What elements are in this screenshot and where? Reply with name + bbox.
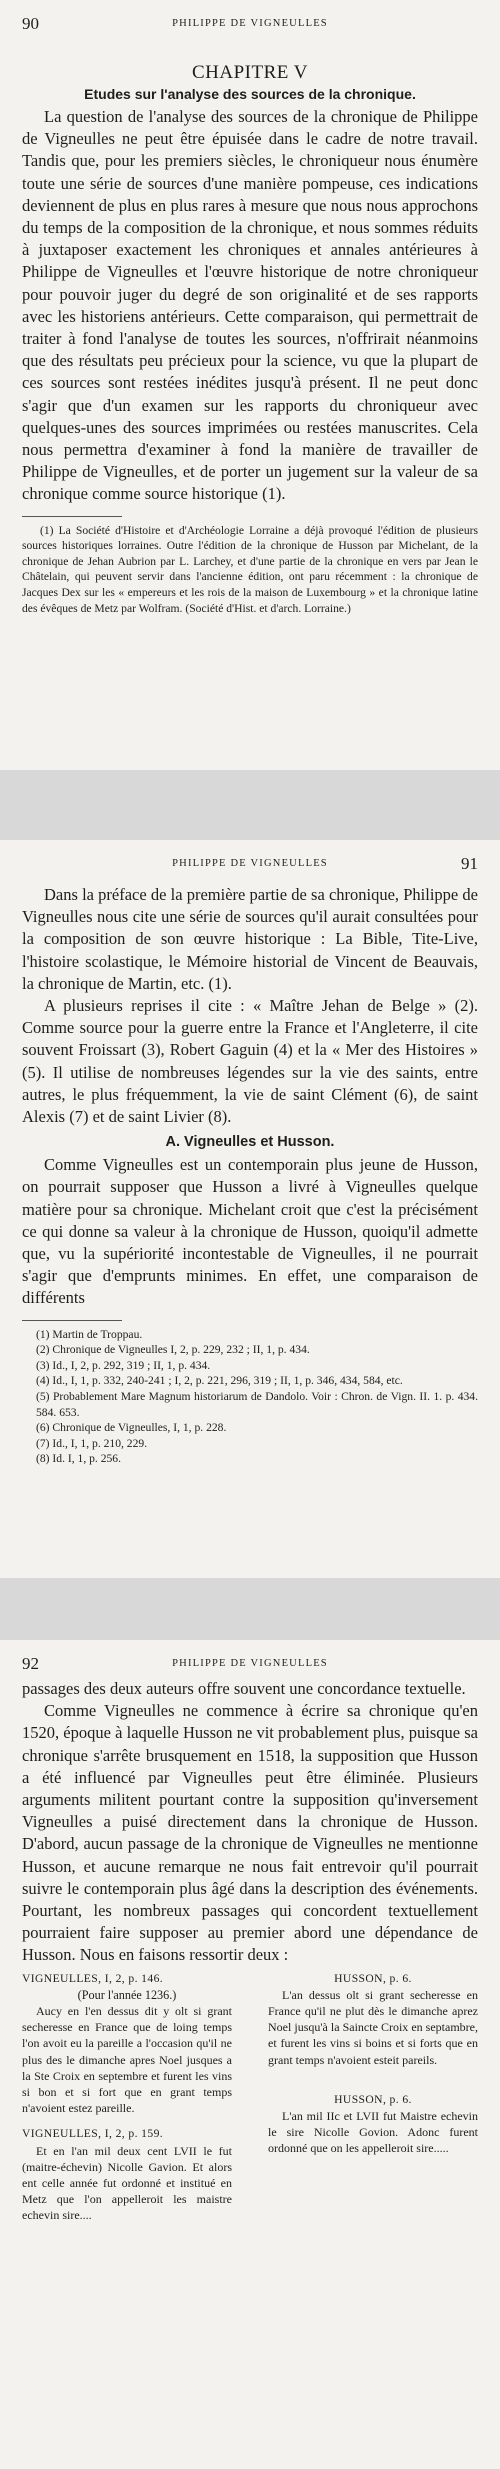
section-title: A. Vigneulles et Husson. bbox=[165, 1134, 335, 1151]
page-number: 91 bbox=[461, 854, 478, 873]
left-column-vigneulles bbox=[22, 1971, 232, 2234]
body-paragraph: La question de l'analyse des sources de la chronique de Philippe de Vigneulles ne peut être épuisée dans le cadre de notre travail. Tandis que, pour les premiers siècles, le chroniqueur nous énumère toute une série de sources d'une manière pompeuse, ces indications deviennent de plus en plus rares à mesure que nous nous approchons du temps de la composition de la chronique, et nous sommes réduits à juxtaposer exactement les chroniques et annales antérieures à Philippe de Vigneulles et l'œuvre historique de notre chroniqueur pour pouvoir juger du degré de son originalité et de ses rapports avec les historiens antérieurs. Cette comparaison, qui permettrait de traiter à fond l'analyse de toutes les sources, n'offrirait néanmoins que des résultats peu précieux pour la science, vu que la plupart de ces sources sont restées inédites jusqu'à présent. Il ne peut donc s'agir que d'un examen sur les rapports du chroniqueur avec quelques-unes des sources imprimées ou restées manuscrites. Cela nous permettra d'examiner à fond la manière de travailler de Philippe de Vigneulles, et de porter un jugement sur la valeur de sa chronique comme source historique (1). bbox=[22, 107, 478, 504]
footnote: (1) La Société d'Histoire et d'Archéologie Lorraine a déjà provoqué l'édition de plusieurs sources historiques lorraines. Outre l'édition de la chronique de Husson par Michelant, de la chronique de Jehan Aubrion par L. Larchey, et d'une partie de la chronique en vers par Jean le Châtelain, qui peuvent servir dans l'ancienne édition, ont paru récemment : la chronique de Jacques Dex sur les « empereurs et les rois de la maison de Luxembourg » et la chronique latine des évêques de Metz par Wolfram. (Société d'Hist. et d'arch. Lorraine.) bbox=[22, 523, 478, 615]
column-text: Et en l'an mil deux cent LVII le fut (maitre-échevin) Nicolle Gavion. Et alors ent celle année fut ordonné et institué en Metz que l'on appelleroit les maistre echevin sire.... bbox=[22, 2143, 232, 2223]
running-title: PHILIPPE DE VIGNEULLES bbox=[172, 858, 328, 869]
running-title: PHILIPPE DE VIGNEULLES bbox=[172, 18, 328, 29]
footnote: (3) Id., I, 2, p. 292, 319 ; II, 1, p. 434. bbox=[36, 1358, 211, 1372]
footnotes bbox=[22, 1327, 478, 1467]
running-head bbox=[22, 840, 478, 873]
body-paragraph: Comme Vigneulles est un contemporain plus jeune de Husson, on pourrait supposer que Husson a livré à Vigneulles quelque matière pour sa chronique. Michelant croit que c'est la précisément ce qui donne sa valeur à la chronique de Husson, quoiqu'il admette que, vu la supériorité incontestable de Vigneulles, il ne pourrait s'agir que d'emprunts minimes. En effet, une comparaison de différents bbox=[22, 1155, 478, 1308]
column-heading: VIGNEULLES, I, 2, p. 146. bbox=[22, 1971, 164, 1985]
column-heading: HUSSON, p. 6. bbox=[334, 2092, 412, 2106]
column-subheading: (Pour l'année 1236.) bbox=[77, 1987, 177, 2002]
footnote: (8) Id. I, 1, p. 256. bbox=[36, 1452, 122, 1466]
chapter-title: CHAPITRE V bbox=[191, 62, 309, 83]
footnote: (1) Martin de Troppau. bbox=[36, 1327, 143, 1341]
column-heading: HUSSON, p. 6. bbox=[334, 1971, 412, 1985]
book-page-92 bbox=[0, 1640, 500, 2469]
footnote: (5) Probablement Mare Magnum historiarum de Dandolo. Voir : Chron. de Vign. II. 1. p. 434. 584. 653. bbox=[36, 1390, 478, 1419]
footnotes bbox=[22, 523, 478, 617]
running-head bbox=[22, 1640, 478, 1673]
body-paragraph: Dans la préface de la première partie de sa chronique, Philippe de Vigneulles nous cite une série de sources qu'il aurait consultées pour la composition de son œuvre historique : La Bible, Tite-Live, l'histoire scolastique, le Mémoire historial de Vincent de Beauvais, la chronique de Martin, etc. (1). bbox=[22, 885, 478, 993]
page-number: 90 bbox=[22, 14, 39, 33]
column-heading: VIGNEULLES, I, 2, p. 159. bbox=[22, 2127, 164, 2141]
column-text: L'an mil IIc et LVII fut Maistre echevin le sire Nicolle Govion. Adonc furent ordonné que on les appelleroit sire..... bbox=[268, 2109, 478, 2156]
book-page-91 bbox=[0, 840, 500, 1578]
column-text: L'an dessus olt si grant secheresse en France qu'il ne plut dès le dimanche aprez Noel jusqu'à la Saincte Croix en septambre, et furent les vins si boins et si forts que en grant temps n'avoient esteit pareils. bbox=[268, 1987, 478, 2067]
running-title: PHILIPPE DE VIGNEULLES bbox=[172, 1658, 328, 1669]
footnote: (7) Id., I, 1, p. 210, 229. bbox=[36, 1436, 148, 1450]
column-text: Aucy en l'en dessus dit y olt si grant secheresse en France que de loing temps l'on avoit eu la pareille a l'occasion qu'il ne plus des le dimanche apres Noel jusques a la Ste Croix en septembre et furent les vins si bon et si fort que en grant temps n'avoient estez pareille. bbox=[22, 2004, 232, 2116]
footnote: (4) Id., I, 1, p. 332, 240-241 ; I, 2, p. 221, 296, 319 ; II, 1, p. 346, 434, 584, etc. bbox=[36, 1374, 403, 1388]
book-page-90 bbox=[0, 0, 500, 770]
footnote: (6) Chronique de Vigneulles, I, 1, p. 228. bbox=[36, 1421, 227, 1435]
body-paragraph: Comme Vigneulles ne commence à écrire sa chronique qu'en 1520, époque à laquelle Husson ne vit probablement plus, puisque sa chronique s'arrête brusquement en 1518, la supposition que Husson a été influencé par Vigneulles peut être éliminée. Plusieurs arguments militent pourtant contre la supposition qu'inversement Vigneulles a puisé directement dans la chronique de Husson. D'abord, aucun passage de la chronique de Vigneulles ne mentionne Husson, et aucune remarque ne nous fait entrevoir qu'il pourrait suivre le contemporain plus âgé dans la description des événements. Pourtant, les nombreux passages qui concordent textuellement pourraient faire supposer au premier abord une dépendance de Husson. Nous en faisons ressortir deux : bbox=[22, 1701, 478, 1965]
footnote-rule bbox=[22, 516, 122, 517]
body-paragraph: passages des deux auteurs offre souvent une concordance textuelle. bbox=[22, 1679, 466, 1698]
running-head bbox=[22, 0, 478, 33]
parallel-columns bbox=[22, 1971, 478, 2234]
footnote-rule bbox=[22, 1320, 122, 1321]
right-column-husson bbox=[268, 1971, 478, 2234]
footnote: (2) Chronique de Vigneulles I, 2, p. 229, 232 ; II, 1, p. 434. bbox=[36, 1343, 310, 1357]
chapter-subtitle: Etudes sur l'analyse des sources de la chronique. bbox=[84, 86, 416, 102]
body-paragraph: A plusieurs reprises il cite : « Maître Jehan de Belge » (2). Comme source pour la guerre entre la France et l'Angleterre, il cite souvent Froissart (3), Robert Gaguin (4) et la « Mer des Histoires » (5). Il utilise de nombreuses légendes sur la vie des saints, entre autres, le plus fréquemment, la vie de saint Clément (6), de saint Alexis (7) et de saint Livier (8). bbox=[22, 996, 478, 1127]
page-number: 92 bbox=[22, 1654, 39, 1673]
